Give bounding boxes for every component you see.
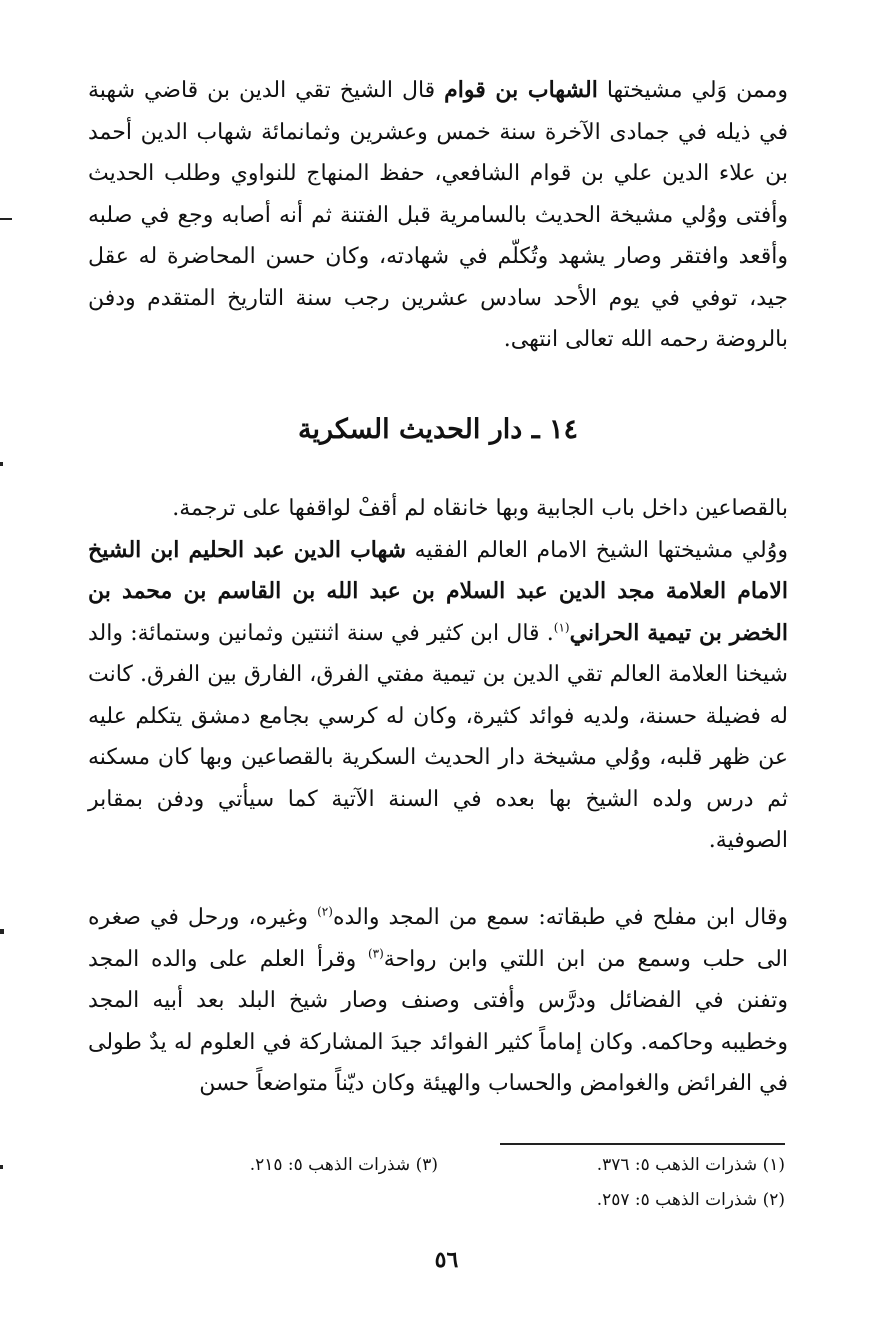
text-segment: ووُلي مشيختها الشيخ الامام العالم الفقيه [406, 537, 788, 563]
footnote-divider [500, 1143, 785, 1145]
text-segment: وقال ابن مفلح في طبقاته: سمع من المجد والده [332, 905, 788, 930]
footnote-3: (٣) شذرات الذهب ٥: ٢١٥. [249, 1155, 438, 1175]
footnote-1: (١) شذرات الذهب ٥: ٣٧٦. [596, 1155, 785, 1175]
footnote-ref[interactable]: (٣) [367, 946, 384, 961]
footnote-ref[interactable]: (١) [553, 620, 570, 635]
text-segment: وقرأ العلم على والده المجد وتفنن في الفضائل ودرَّس وأفتى وصنف وصار شيخ البلد بعد أبيه المجد وخطيبه وحاكمه. وكان إماماً كثير الفوائد جيدَ المشاركة في العلوم له يدٌ طولى في الفرائض والغوامض والحساب والهيئة وكان ديّناً متواضعاً حسن [88, 946, 788, 1096]
scan-edge-mark [0, 462, 3, 466]
footnote-ref[interactable]: (٢) [317, 904, 333, 919]
name-bold: الشهاب بن قوام [444, 77, 598, 103]
section-heading: ١٤ ـ دار الحديث السكرية [297, 414, 579, 445]
paragraph-ibn-muflih [88, 897, 788, 1105]
paragraph-dar-hadith [88, 488, 788, 862]
text-segment: قال الشيخ تقي الدين بن قاضي شهبة في ذيله في جمادى الآخرة سنة خمس وعشرين وثمانمائة شهاب الدين أحمد بن علاء الدين علي بن قوام الشافعي، حفظ المنهاج للنواوي وطلب الحديث وأفتى ووُلي مشيخة الحديث بالسامرية قبل الفتنة ثم أنه أصابه وجع في صلبه وأقعد وافتقر وصار يشهد وتُكلّم في شهادته، وكان حسن المحاضرة له عقل جيد، توفي في يوم الأحد سادس عشرين رجب سنة التاريخ المتقدم ودفن بالروضة رحمه الله تعالى انتهى. [88, 78, 788, 352]
text-segment: . قال ابن كثير في سنة اثنتين وثمانين وستمائة: والد شيخنا العلامة العالم تقي الدين بن تيمية مفتي الفرق، الفارق بين الفرق. كانت له فضيلة حسنة، ولديه فوائد كثيرة، وكان له كرسي بجامع دمشق يتكلم عليه عن ظهر قلبه، ووُلي مشيخة دار الحديث السكرية بالقصاعين وبها كان مسكنه ثم درس ولده الشيخ بها بعده في السنة الآتية كما سيأتي ودفن بمقابر الصوفية. [88, 620, 788, 853]
text-segment: وغيره، ورحل في صغره الى حلب وسمع من ابن اللتي وابن رواحة [88, 905, 788, 972]
name-bold: شهاب الدين عبد الحليم ابن الشيخ الامام العلامة مجد الدين عبد السلام بن عبد الله بن القاسم بن محمد بن الخضر بن تيمية الحراني [88, 536, 788, 646]
footnote-2: (٢) شذرات الذهب ٥: ٢٥٧. [596, 1190, 785, 1210]
location-line: بالقصاعين داخل باب الجابية وبها خانقاه لم أقفْ لواقفها على ترجمة. [172, 496, 788, 521]
scan-edge-mark [0, 929, 4, 934]
text-segment: وممن وَلي مشيختها [597, 78, 788, 103]
scan-edge-mark [0, 218, 12, 220]
page-number: ٥٦ [434, 1247, 459, 1273]
paragraph-ibn-qawam [88, 70, 788, 361]
scan-edge-mark [0, 1165, 3, 1169]
